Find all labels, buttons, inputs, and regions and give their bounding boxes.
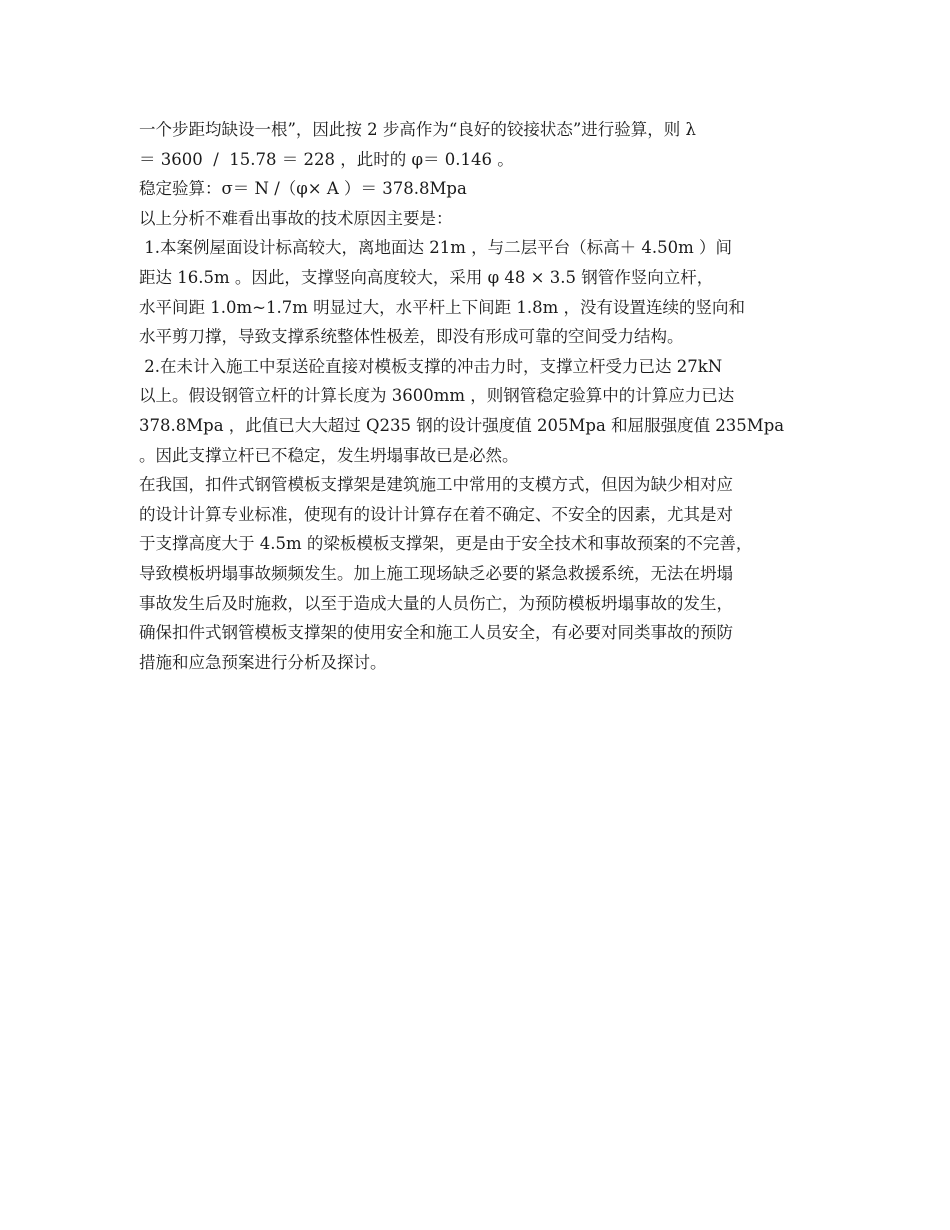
text-line: 的设计计算专业标准，使现有的设计计算存在着不确定、不安全的因素，尤其是对 xyxy=(139,504,733,524)
text-line: 以上。假设钢管立杆的计算长度为 3600mm ，则钢管稳定验算中的计算应力已达 xyxy=(139,386,735,406)
text-line: 距达 16.5m 。因此，支撑竖向高度较大，采用 φ 48 × 3.5 钢管作竖向立杆， xyxy=(139,267,714,287)
text-line: 1.本案例屋面设计标高较大，离地面达 21m ，与二层平台（标高＋ 4.50m ）间 xyxy=(139,238,732,258)
text-line: 导致模板坍塌事故频频发生。加上施工现场缺乏必要的紧急救援系统，无法在坍塌 xyxy=(139,563,733,583)
text-line: 水平间距 1.0m~1.7m 明显过大，水平杆上下间距 1.8m ，没有设置连续的竖向和 xyxy=(139,297,745,317)
text-line: 确保扣件式钢管模板支撑架的使用安全和施工人员安全，有必要对同类事故的预防 xyxy=(139,623,733,643)
text-line: 水平剪刀撑，导致支撑系统整体性极差，即没有形成可靠的空间受力结构。 xyxy=(139,327,684,347)
text-line: 378.8Mpa ，此值已大大超过 Q235 钢的设计强度值 205Mpa 和屈服强度值 235Mpa xyxy=(139,415,785,435)
text-line: 。因此支撑立杆已不稳定，发生坍塌事故已是必然。 xyxy=(139,445,519,465)
text-line: 于支撑高度大于 4.5m 的梁板模板支撑架，更是由于安全技术和事故预案的不完善， xyxy=(139,534,753,554)
text-line: 稳定验算：σ＝ N /（φ× A ）＝ 378.8Mpa xyxy=(139,179,467,199)
text-line: 在我国，扣件式钢管模板支撑架是建筑施工中常用的支模方式，但因为缺少相对应 xyxy=(139,475,733,495)
text-line: ＝ 3600 / 15.78 ＝ 228 ，此时的 φ＝ 0.146 。 xyxy=(139,149,514,169)
text-line: 事故发生后及时施救，以至于造成大量的人员伤亡，为预防模板坍塌事故的发生， xyxy=(139,593,733,613)
text-line: 一个步距均缺设一根”，因此按 2 步高作为“良好的铰接状态”进行验算，则 λ xyxy=(139,120,696,139)
text-line: 以上分析不难看出事故的技术原因主要是： xyxy=(139,208,453,228)
text-line: 措施和应急预案进行分析及探讨。 xyxy=(139,652,387,672)
text-line: 2.在未计入施工中泵送砼直接对模板支撑的冲击力时，支撑立杆受力已达 27kN xyxy=(139,356,723,376)
body-text xyxy=(139,115,829,677)
